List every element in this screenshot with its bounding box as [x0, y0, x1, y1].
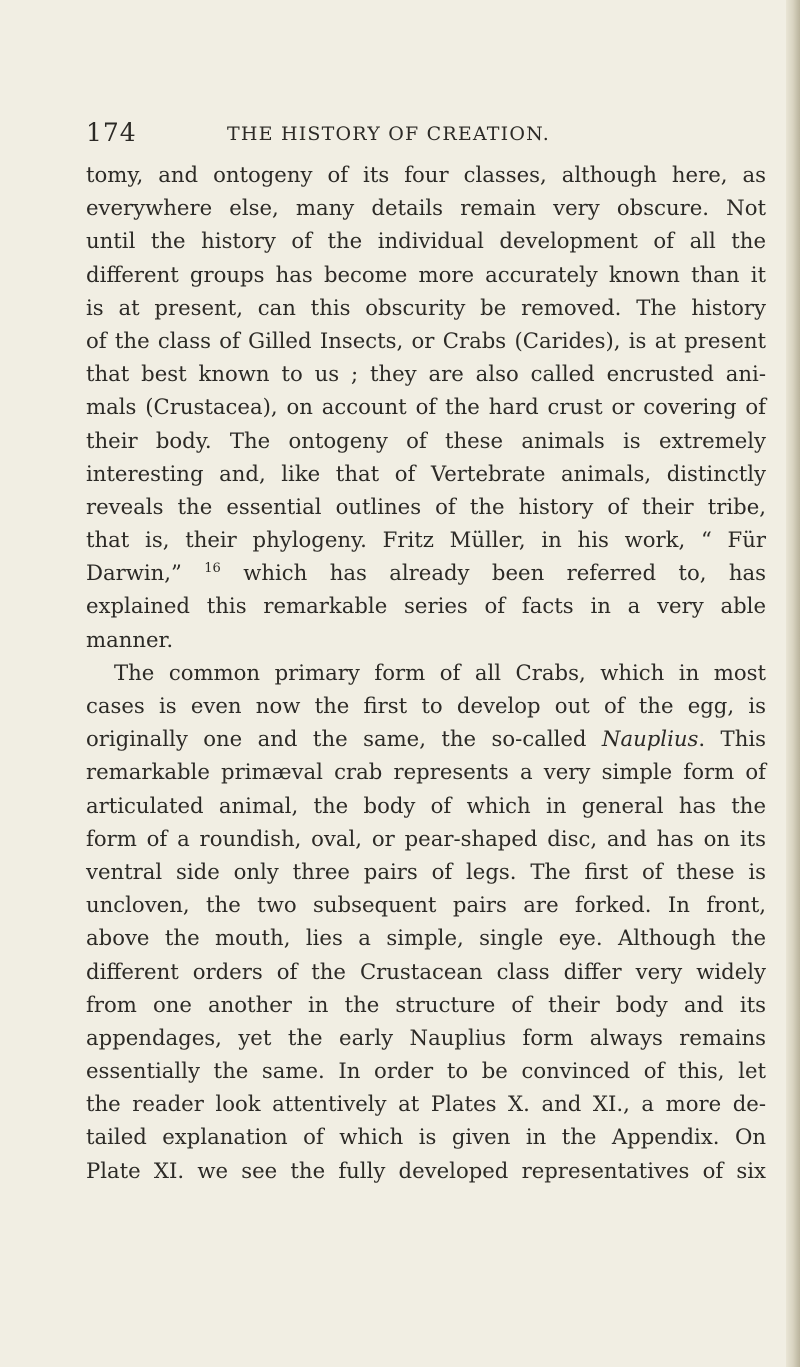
text-line: above the mouth, lies a simple, single eye. Although the: [86, 925, 766, 951]
text-line: ventral side only three pairs of legs. The first of these is: [86, 858, 766, 884]
text-line: articulated animal, the body of which in general has the: [86, 792, 766, 818]
text-segment: which has already been referred to, has: [220, 560, 766, 586]
running-title: THE HISTORY OF CREATION.: [227, 123, 550, 145]
text-line: tomy, and ontogeny of its four classes, although here, as: [86, 162, 766, 187]
body-text: [86, 158, 766, 1187]
text-segment: . This: [698, 726, 766, 752]
page-edge-shadow: [786, 0, 800, 1367]
text-line: remarkable primæval crab represents a very simple form of: [86, 759, 766, 785]
text-line-with-footnote: [86, 556, 766, 589]
italic-term: Nauplius: [601, 726, 699, 752]
text-line: interesting and, like that of Vertebrate animals, distinctly: [86, 460, 766, 486]
text-line: is at present, can this obscurity be removed. The history: [86, 294, 766, 320]
text-line: from one another in the structure of their body and its: [86, 991, 766, 1017]
text-line: that is, their phylogeny. Fritz Müller, in his work, “ Für: [86, 527, 766, 553]
text-line: of the class of Gilled Insects, or Crabs (Carides), is at present: [86, 327, 766, 353]
text-line-with-italic-term: [86, 722, 766, 755]
text-segment: Darwin,”: [86, 560, 205, 586]
text-line: cases is even now the first to develop out of the egg, is: [86, 693, 766, 718]
text-line: mals (Crustacea), on account of the hard crust or covering of: [86, 394, 766, 420]
text-line: explained this remarkable series of facts in a very able: [86, 593, 766, 619]
text-line: that best known to us ; they are also called encrusted ani-: [86, 361, 766, 387]
text-line: different groups has become more accurately known than it: [86, 261, 766, 287]
running-head: [86, 118, 766, 152]
text-line: the reader look attentively at Plates X. and XI., a more de-: [86, 1091, 766, 1117]
paragraph-end-line: manner.: [86, 626, 174, 652]
text-line: different orders of the Crustacean class differ very widely: [86, 958, 766, 984]
text-line: everywhere else, many details remain very obscure. Not: [86, 195, 766, 221]
text-line: tailed explanation of which is given in the Appendix. On: [86, 1124, 766, 1150]
text-line: reveals the essential outlines of the history of their tribe,: [86, 493, 766, 519]
text-line: form of a roundish, oval, or pear-shaped disc, and has on its: [86, 825, 766, 851]
text-line: essentially the same. In order to be convinced of this, let: [86, 1058, 766, 1084]
paragraph-first-line: The common primary form of all Crabs, which in most: [114, 659, 766, 685]
text-line: uncloven, the two subsequent pairs are forked. In front,: [86, 892, 766, 918]
text-line: until the history of the individual development of all the: [86, 228, 766, 254]
text-line: appendages, yet the early Nauplius form always remains: [86, 1024, 766, 1050]
text-segment: originally one and the same, the so-called: [86, 726, 602, 752]
text-line: Plate XI. we see the fully developed representatives of six: [86, 1157, 766, 1183]
page-number: 174: [86, 118, 137, 147]
footnote-reference: 16: [204, 561, 221, 577]
text-line: their body. The ontogeny of these animals is extremely: [86, 427, 766, 453]
